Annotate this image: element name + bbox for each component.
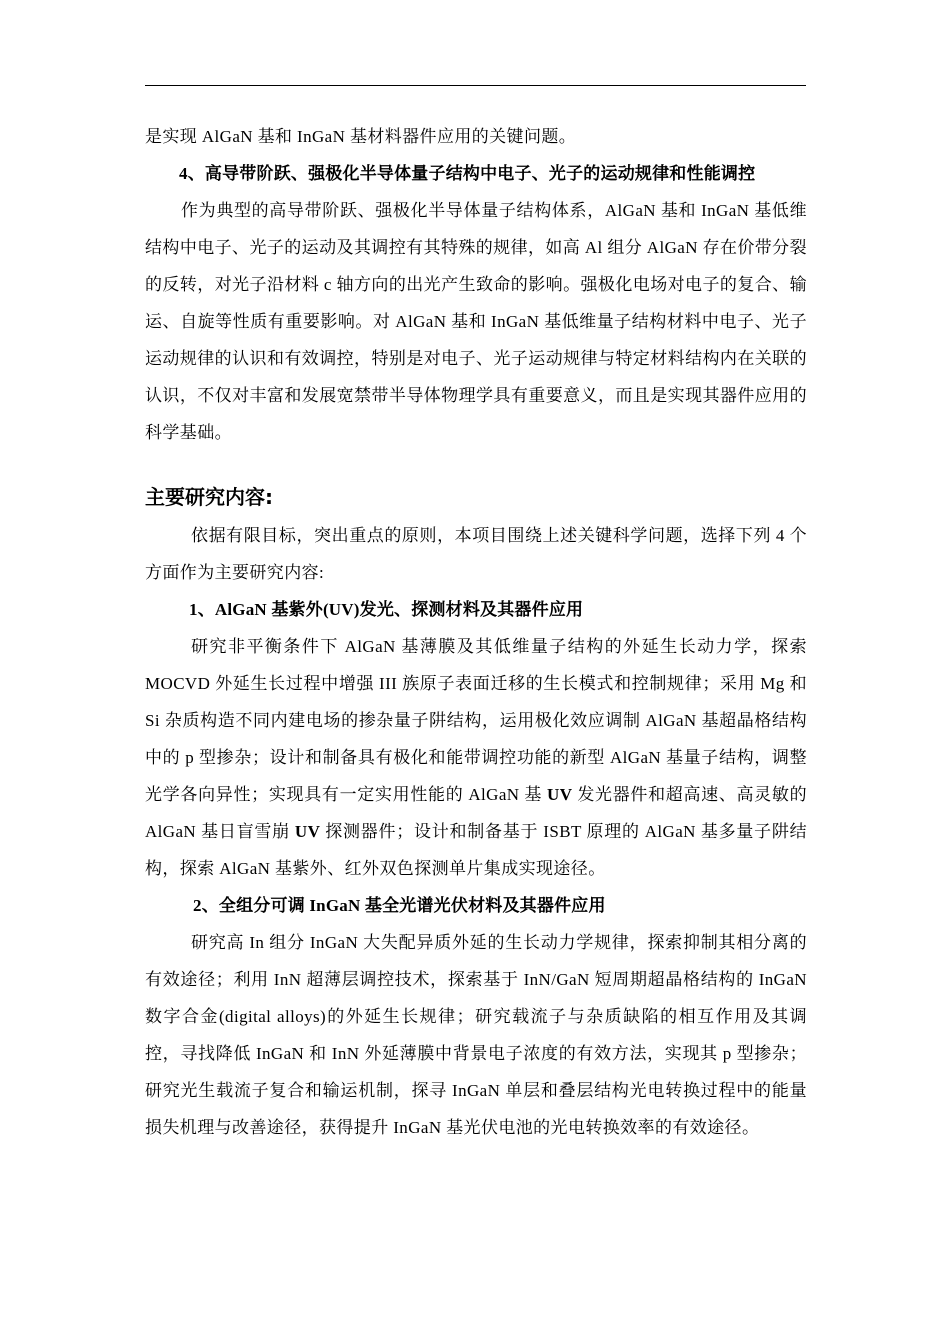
paragraph-4: 作为典型的高导带阶跃、强极化半导体量子结构体系，AlGaN 基和 InGaN 基低维结构中电子、光子的运动及其调控有其特殊的规律，如高 Al 组分 AlGaN 存在价带分裂的反转，对光子沿材料 c 轴方向的出光产生致命的影响。强极化电场对电子的复合、输运、自旋等性质有重要影响。对 AlGaN 基和 InGaN 基低维量子结构材料中电子、光子运动规律的认识和有效调控，特别是对电子、光子运动规律与特定材料结构内在关联的认识，不仅对丰富和发展宽禁带半导体物理学具有重要意义，而且是实现其器件应用的科学基础。 (145, 201, 807, 442)
continued-paragraph: 是实现 AlGaN 基和 InGaN 基材料器件应用的关键问题。 (145, 127, 577, 146)
item1-heading: 1、AlGaN 基紫外(UV)发光、探测材料及其器件应用 (189, 600, 584, 619)
item1-text-a: 研究非平衡条件下 AlGaN 基薄膜及其低维量子结构的外延生长动力学，探索 MOCVD 外延生长过程中增强 III 族原子表面迁移的生长模式和控制规律；采用 Mg 和 Si 杂质构造不同内建电场的掺杂量子阱结构，运用极化效应调制 AlGaN 基超晶格结构中的 p 型掺杂；设计和制备具有极化和能带调控功能的新型 AlGaN 基量子结构，调整光学各向异性；实现具有一定实用性能的 AlGaN 基 (145, 637, 807, 804)
header-rule (145, 85, 806, 86)
item1-text-b: 发光器件和超高速、高灵敏的 AlGaN 基日盲雪崩 (145, 785, 807, 841)
item1-uv-bold-1: UV (547, 785, 573, 804)
item1-uv-bold-2: UV (294, 822, 321, 841)
item1-text-c: 探测器件；设计和制备基于 ISBT 原理的 AlGaN 基多量子阱结构，探索 AlGaN 基紫外、红外双色探测单片集成实现途径。 (145, 822, 807, 878)
document-body (145, 118, 807, 1146)
item2-heading: 2、全组分可调 InGaN 基全光谱光伏材料及其器件应用 (193, 896, 606, 915)
section-title: 主要研究内容: (145, 485, 273, 509)
heading-4: 4、高导带阶跃、强极化半导体量子结构中电子、光子的运动规律和性能调控 (179, 164, 756, 183)
item2-paragraph: 研究高 In 组分 InGaN 大失配异质外延的生长动力学规律，探索抑制其相分离的有效途径；利用 InN 超薄层调控技术，探索基于 InN/GaN 短周期超晶格结构的 InGaN 数字合金(digital alloys)的外延生长规律；研究载流子与杂质缺陷的相互作用及其调控，寻找降低 InGaN 和 InN 外延薄膜中背景电子浓度的有效方法，实现其 p 型掺杂；研究光生载流子复合和输运机制，探寻 InGaN 单层和叠层结构光电转换过程中的能量损失机理与改善途径，获得提升 InGaN 基光伏电池的光电转换效率的有效途径。 (145, 933, 807, 1137)
item1-paragraph (145, 628, 807, 887)
intro-paragraph: 依据有限目标，突出重点的原则，本项目围绕上述关键科学问题，选择下列 4 个方面作为主要研究内容: (145, 526, 807, 582)
